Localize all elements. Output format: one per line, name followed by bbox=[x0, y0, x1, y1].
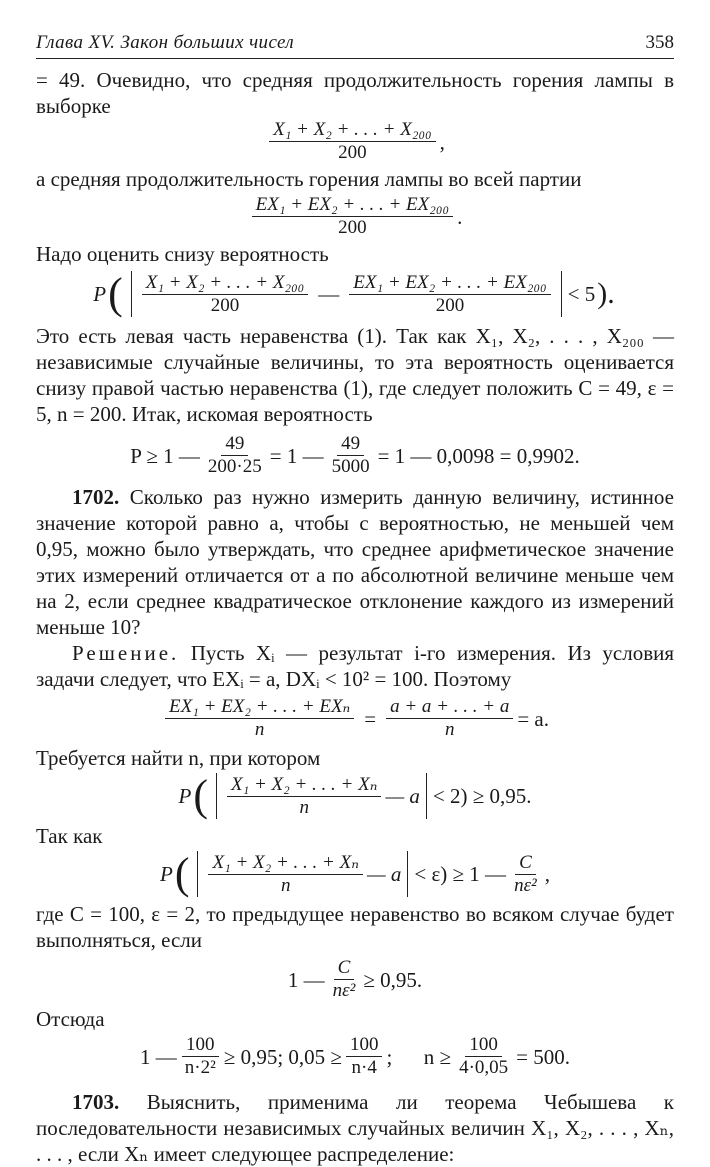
punctuation: . bbox=[457, 204, 463, 229]
fraction bbox=[386, 696, 513, 741]
denominator: 4·0,05 bbox=[459, 1057, 509, 1078]
numerator: X₁ + X₂ + . . . + Xₙ bbox=[227, 774, 381, 797]
fraction bbox=[142, 272, 309, 317]
denominator: n·4 bbox=[351, 1057, 377, 1078]
denominator: 200 bbox=[435, 294, 465, 316]
fraction bbox=[455, 1034, 512, 1079]
open-paren: ( bbox=[174, 849, 190, 898]
denominator: n bbox=[444, 719, 455, 740]
formula-mid: = 1 — bbox=[269, 443, 324, 468]
text-line: Требуется найти n, при котором bbox=[36, 746, 321, 770]
formula-required bbox=[36, 773, 674, 819]
denominator: 5000 bbox=[331, 456, 370, 477]
fraction bbox=[252, 194, 453, 239]
text-line: а средняя продолжительность горения лампы во всей партии bbox=[36, 167, 582, 191]
formula-tail: — a bbox=[366, 862, 402, 886]
numerator: C bbox=[334, 957, 355, 980]
denominator: 200 bbox=[338, 142, 367, 163]
formula-population-mean bbox=[36, 194, 674, 239]
abs-bar bbox=[197, 851, 198, 897]
prob-symbol: P bbox=[160, 862, 173, 886]
text-line: = 49. Очевидно, что средняя продолжительность горения лампы в выборке bbox=[36, 68, 674, 118]
denominator: nε² bbox=[514, 874, 537, 896]
numerator: 100 bbox=[465, 1034, 502, 1057]
fraction bbox=[181, 1034, 220, 1079]
close-paren: ). bbox=[597, 277, 615, 310]
formula-lead: 1 — bbox=[287, 967, 325, 992]
abs-bar bbox=[561, 271, 562, 317]
numerator: 100 bbox=[346, 1034, 383, 1057]
formula-condition bbox=[36, 957, 674, 1002]
text-paragraph: Это есть левая часть неравенства (1). Так как X₁, X₂, . . . , X₂₀₀ — независимые случайные величины, то эта вероятность оценивается снизу правой частью неравенства (1), где следует положить C = 49, ε = 5, n = 200. Итак, искомая вероятность bbox=[36, 324, 674, 426]
formula-tail: ≥ 0,95. bbox=[363, 967, 423, 992]
problem-text: Выяснить, применима ли теорема Чебышева к последовательности независимых случайных величин X₁, X₂, . . . , Xₙ, . . . , если Xₙ имеет следующее распределение: bbox=[36, 1090, 675, 1166]
denominator: nε² bbox=[332, 980, 356, 1001]
denominator: n bbox=[299, 796, 309, 818]
denominator: n·2² bbox=[184, 1057, 216, 1078]
formula-expectation bbox=[36, 696, 674, 741]
text-line: Так как bbox=[36, 824, 103, 848]
denominator: 200 bbox=[210, 294, 240, 316]
formula-sample-mean bbox=[36, 119, 674, 164]
numerator: X₁ + X₂ + . . . + X₂₀₀ bbox=[269, 119, 436, 142]
book-page bbox=[36, 30, 674, 1167]
problem-number: 1703. bbox=[72, 1090, 120, 1114]
open-paren: ( bbox=[193, 771, 208, 820]
equals-sign: = bbox=[364, 706, 377, 731]
formula-result bbox=[36, 433, 674, 478]
formula-tail: — a bbox=[385, 784, 420, 808]
problem-number: 1702. bbox=[72, 485, 120, 509]
minus-sign: — bbox=[318, 282, 340, 306]
punctuation: , bbox=[439, 129, 445, 154]
numerator: X₁ + X₂ + . . . + Xₙ bbox=[208, 852, 362, 875]
solution-paragraph bbox=[36, 640, 674, 692]
formula-probability bbox=[36, 271, 674, 317]
text-paragraph: где C = 100, ε = 2, то предыдущее неравенство во всяком случае будет выполняться, если bbox=[36, 902, 674, 952]
prob-symbol: P bbox=[93, 282, 107, 306]
numerator: EX₁ + EX₂ + . . . + EXₙ bbox=[165, 696, 354, 719]
problem-text: Сколько раз нужно измерить данную величину, истинное значение которой равно a, чтобы с вероятностью, не меньшей чем 0,95, можно было утверждать, что среднее арифметическое значение этих измерений отличается от a по абсолютной величине меньше чем на 2, если среднее квадратическое отклонение каждого из измерений меньше 10? bbox=[36, 485, 674, 639]
numerator: 100 bbox=[182, 1034, 219, 1057]
punctuation: , bbox=[544, 862, 550, 886]
formula-tail: = 1 — 0,0098 = 0,9902. bbox=[377, 443, 580, 468]
numerator: C bbox=[515, 852, 536, 875]
fraction bbox=[510, 852, 541, 897]
numerator: 49 bbox=[337, 433, 364, 456]
fraction bbox=[165, 696, 354, 741]
prob-symbol: P bbox=[178, 784, 192, 808]
formula-chebyshev bbox=[36, 851, 674, 897]
fraction bbox=[204, 433, 266, 478]
running-header bbox=[36, 30, 674, 59]
formula-mid: ≥ 0,95; 0,05 ≥ bbox=[223, 1044, 342, 1069]
abs-bar bbox=[407, 851, 408, 897]
fraction bbox=[269, 119, 436, 164]
solution-label: Решение. bbox=[72, 641, 180, 665]
numerator: a + a + . . . + a bbox=[386, 696, 513, 719]
formula-end: < 2) ≥ 0,95. bbox=[432, 784, 532, 808]
numerator: EX₁ + EX₂ + . . . + EX₂₀₀ bbox=[349, 272, 550, 295]
page-number: 358 bbox=[645, 32, 674, 53]
abs-bar bbox=[131, 271, 132, 317]
text-line: Надо оценить снизу вероятность bbox=[36, 242, 329, 266]
problem-1702 bbox=[36, 484, 674, 640]
abs-bar bbox=[216, 773, 217, 819]
fraction bbox=[227, 774, 381, 819]
abs-bar bbox=[426, 773, 427, 819]
inequality: < 5 bbox=[567, 282, 596, 306]
chapter-title: Глава XV. Закон больших чисел bbox=[36, 32, 295, 53]
formula-tail: = a. bbox=[517, 706, 549, 731]
fraction bbox=[208, 852, 362, 897]
denominator: 200·25 bbox=[207, 456, 262, 477]
fraction bbox=[328, 433, 374, 478]
numerator: 49 bbox=[221, 433, 248, 456]
text-line: Отсюда bbox=[36, 1007, 105, 1031]
numerator: X₁ + X₂ + . . . + X₂₀₀ bbox=[142, 272, 309, 295]
fraction bbox=[346, 1034, 383, 1079]
numerator: EX₁ + EX₂ + . . . + EX₂₀₀ bbox=[252, 194, 453, 217]
formula-final bbox=[36, 1034, 674, 1079]
open-paren: ( bbox=[108, 269, 123, 318]
formula-mid: < ε) ≥ 1 — bbox=[414, 862, 507, 886]
denominator: n bbox=[254, 719, 265, 740]
formula-lead: 1 — bbox=[140, 1044, 177, 1069]
denominator: 200 bbox=[338, 217, 367, 238]
denominator: n bbox=[280, 874, 291, 896]
fraction bbox=[329, 957, 360, 1002]
solution-text: Пусть Xᵢ — результат i-го измерения. Из условия задачи следует, что EXᵢ = a, DXᵢ < 10² = 100. Поэтому bbox=[36, 641, 675, 691]
formula-lead: P ≥ 1 — bbox=[130, 443, 200, 468]
formula-tail: = 500. bbox=[516, 1044, 570, 1069]
problem-1703 bbox=[36, 1089, 674, 1167]
formula-mid: ; n ≥ bbox=[386, 1044, 452, 1069]
fraction bbox=[349, 272, 550, 317]
